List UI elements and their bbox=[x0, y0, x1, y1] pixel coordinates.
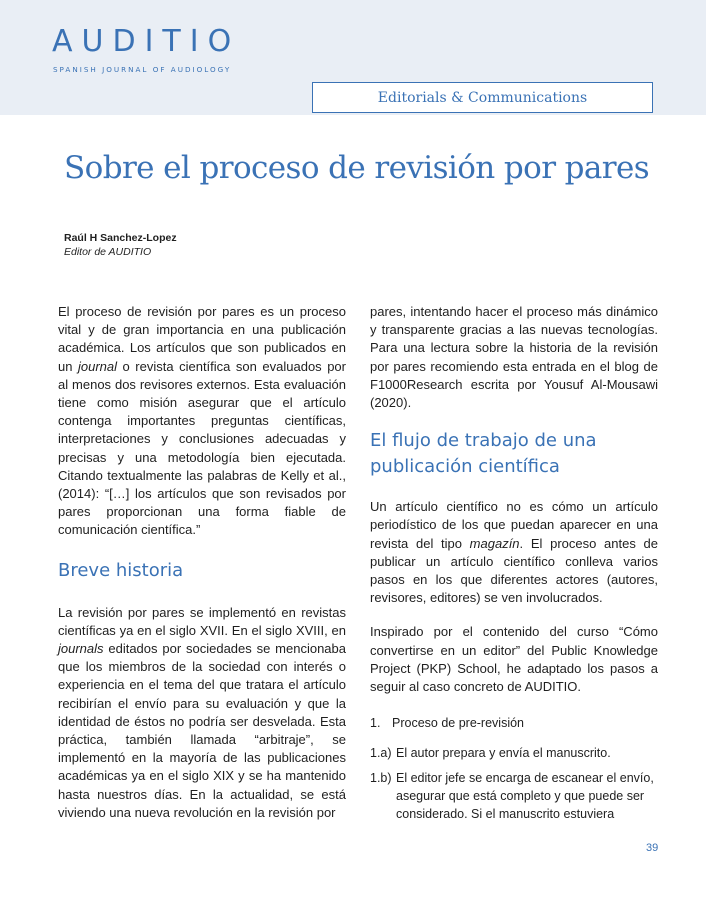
historia-continued-paragraph: pares, intentando hacer el proceso más dinámico y transparente gracias a las nuevas tecnologías. Para una lectura sobre la historia de la revisión por pares recomiendo esta entrada en el blog de F1000Research escrita por Yousuf Al-Mousawi (2020). bbox=[370, 304, 658, 411]
flujo-paragraph: Un artículo científico no es cómo un artículo periodístico de los que puedan aparecer en una revista del tipo magazín. El proceso antes de publicar un artículo científico conlleva varios pasos en los que diferentes actores (autores, revisores, editores) se ven involucrados. bbox=[370, 499, 658, 606]
heading-flujo-trabajo: El flujo de trabajo de una publicación científica bbox=[370, 430, 597, 478]
intro-paragraph: El proceso de revisión por pares es un proceso vital y de gran importancia en una publicación académica. Los artículos que son publicados en un journal o revista científica son evaluados por al menos dos revisores externos. Esta evaluación tiene como misión asegurar que el artículo contenga importantes preguntas científicas, interpretaciones y conclusiones adecuadas y precisas y una metodología bien ejecutada. Citando textualmente las palabras de Kelly et al., (2014): “[…] los artículos que son revisados por pares proporcionan una forma fiable de comunicación científica.” bbox=[58, 304, 346, 538]
right-column bbox=[370, 303, 658, 823]
author-name: Raúl H Sanchez-Lopez bbox=[64, 232, 177, 244]
list-item: 1.b) El editor jefe se encarga de escanear el envío, asegurar que está completo y que puede ser considerado. Si el manuscrito estuviera bbox=[370, 770, 654, 822]
author-role: Editor de AUDITIO bbox=[64, 246, 152, 258]
list-heading: 1. Proceso de pre-revisión bbox=[370, 716, 525, 731]
page-number: 39 bbox=[646, 842, 659, 854]
inspirado-paragraph: Inspirado por el contenido del curso “Cómo convertirse en un editor” del Public Knowledge Project (PKP) School, he adaptado los pasos a seguir al caso concreto de AUDITIO. bbox=[370, 624, 658, 695]
article-title: Sobre el proceso de revisión por pares bbox=[64, 150, 650, 186]
section-label-box bbox=[312, 82, 653, 113]
left-column bbox=[58, 303, 346, 822]
heading-breve-historia: Breve historia bbox=[58, 559, 184, 581]
journal-subtitle: SPANISH JOURNAL OF AUDIOLOGY bbox=[53, 65, 232, 74]
historia-paragraph: La revisión por pares se implementó en revistas científicas ya en el siglo XVII. En el siglo XVIII, en journals editados por sociedades se mencionaba que los miembros de la sociedad con interés o experiencia en el tema del que tratara el artículo recibirían el envío para su evaluación y que la identidad de éstos no podría ser desvelada. Esta práctica, también llamada “arbitraje”, se implementó en la mayoría de las publicaciones académicas ya en el siglo XIX y se ha mantenido hasta nuestros días. En la actualidad, se está viviendo una nueva revolución en la revisión por bbox=[58, 604, 346, 820]
list-item: 1.a) El autor prepara y envía el manuscrito. bbox=[370, 746, 611, 761]
section-label: Editorials & Communications bbox=[377, 89, 588, 106]
journal-logo: AUDITIO bbox=[52, 24, 241, 59]
